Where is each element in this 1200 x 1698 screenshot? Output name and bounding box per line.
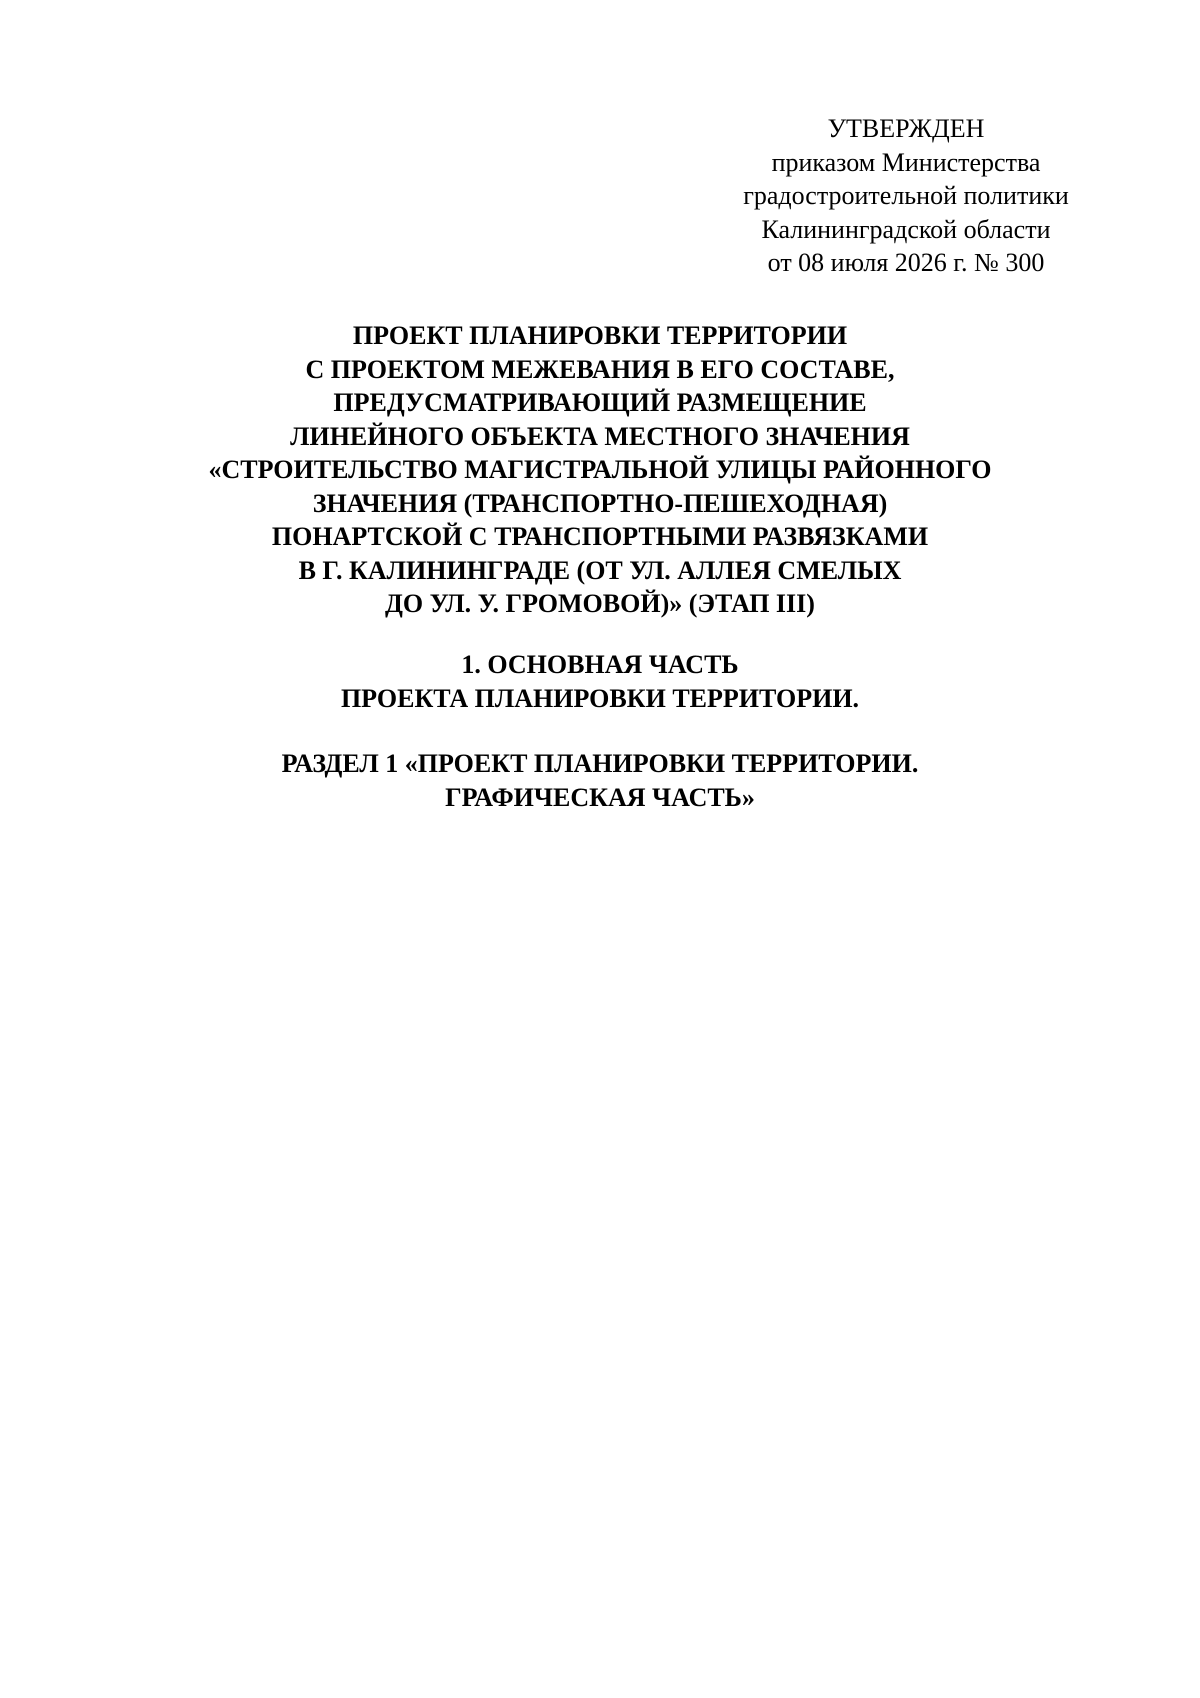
approval-line: градостроительной политики bbox=[743, 181, 1069, 210]
title-line: ПОНАРТСКОЙ С ТРАНСПОРТНЫМИ РАЗВЯЗКАМИ bbox=[271, 522, 929, 551]
part-heading bbox=[150, 747, 1050, 814]
title-line: ПРЕДУСМАТРИВАЮЩИЙ РАЗМЕЩЕНИЕ bbox=[333, 388, 867, 417]
title-line: ДО УЛ. У. ГРОМОВОЙ)» (ЭТАП III) bbox=[385, 589, 815, 618]
approval-line: УТВЕРЖДЕН bbox=[827, 114, 985, 143]
part-line: РАЗДЕЛ 1 «ПРОЕКТ ПЛАНИРОВКИ ТЕРРИТОРИИ. bbox=[281, 749, 919, 778]
section-heading bbox=[150, 648, 1050, 715]
section-line: 1. ОСНОВНАЯ ЧАСТЬ bbox=[461, 650, 739, 679]
title-line: С ПРОЕКТОМ МЕЖЕВАНИЯ В ЕГО СОСТАВЕ, bbox=[305, 354, 895, 384]
title-line: В Г. КАЛИНИНГРАДЕ (ОТ УЛ. АЛЛЕЯ СМЕЛЫХ bbox=[298, 555, 902, 585]
approval-line: приказом Министерства bbox=[771, 147, 1041, 177]
title-line: «СТРОИТЕЛЬСТВО МАГИСТРАЛЬНОЙ УЛИЦЫ РАЙОННОГО bbox=[208, 455, 992, 484]
title-line: ЛИНЕЙНОГО ОБЪЕКТА МЕСТНОГО ЗНАЧЕНИЯ bbox=[290, 421, 910, 451]
section-line: ПРОЕКТА ПЛАНИРОВКИ ТЕРРИТОРИИ. bbox=[340, 683, 860, 713]
approval-line: Калининградской области bbox=[761, 214, 1051, 244]
approval-line: от 08 июля 2026 г. № 300 bbox=[767, 248, 1045, 277]
title-line: ЗНАЧЕНИЯ (ТРАНСПОРТНО-ПЕШЕХОДНАЯ) bbox=[312, 488, 888, 518]
title-line: ПРОЕКТ ПЛАНИРОВКИ ТЕРРИТОРИИ bbox=[352, 321, 848, 350]
approval-stamp bbox=[740, 112, 1072, 280]
part-line: ГРАФИЧЕСКАЯ ЧАСТЬ» bbox=[445, 782, 755, 812]
document-title bbox=[150, 319, 1050, 621]
